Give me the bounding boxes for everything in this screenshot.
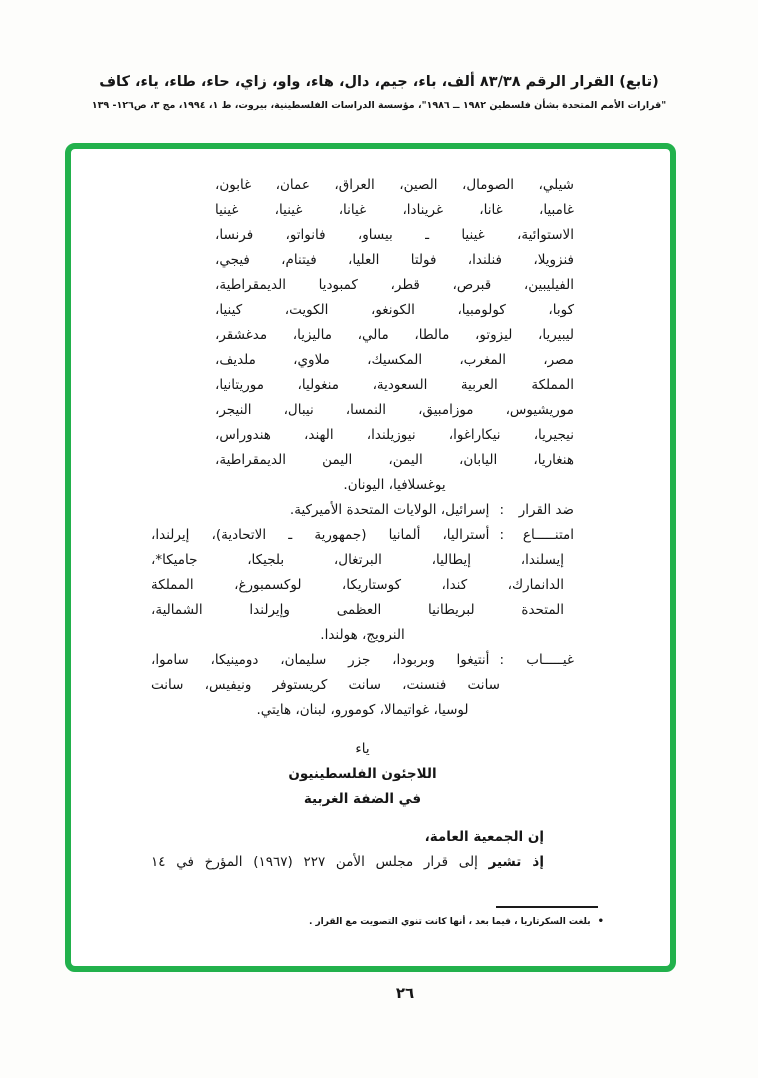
country-line: كوبا، كولومبيا، الكونغو، الكويت، كينيا،	[215, 302, 574, 318]
countries-list-continued	[215, 173, 574, 498]
page-header	[0, 72, 758, 112]
section-title: اللاجئون الفلسطينيون	[288, 766, 437, 782]
country-line: الاستوائية، غينيا ـ بيساو، فانواتو، فرنسا،	[215, 227, 574, 243]
vote-abstain-label: امتنـــــاع	[522, 527, 574, 543]
vote-absent-list: أنتيغوا وبربودا، جزر سليمان، دومينيكا، ساموا،	[151, 652, 490, 668]
vote-against-row	[151, 498, 574, 523]
vote-abstain-list: أستراليا، ألمانيا (جمهورية ـ الاتحادية)، إيرلندا،	[151, 527, 490, 543]
country-line: غامبيا، غانا، غرينادا، غيانا، غينيا، غينيا	[215, 202, 574, 218]
country-line: شيلي، الصومال، الصين، العراق، عمان، غابون،	[215, 177, 574, 193]
footnote-marker: •	[597, 916, 604, 927]
clause-lead: إذ تشير	[488, 854, 544, 870]
vote-abstain-row	[151, 523, 574, 548]
vote-absent-label: غيـــــاب	[526, 652, 574, 668]
page-number: ٢٦	[395, 984, 415, 1002]
country-line: ليبيريا، ليزوتو، مالطا، مالي، ماليزيا، مدغشقر،	[215, 327, 574, 343]
source-citation: "قرارات الأمم المتحدة بشأن فلسطين ١٩٨٢ ــ ١٩٨٦"، مؤسسة الدراسات الفلسطينية، بيروت، ط ١، ١٩٩٤، مج ٣، ص١٢٦- ١٣٩	[91, 100, 667, 111]
vote-against-label: ضد القرار	[518, 502, 574, 518]
highlight-box	[65, 143, 676, 972]
resolution-title: (تابع) القرار الرقم ٨٣/٣٨ ألف، باء، جيم، دال، هاء، واو، زاي، حاء، طاء، ياء، كاف	[99, 74, 659, 90]
vote-against-colon: :	[499, 502, 504, 518]
vote-abstain-list-last: النرويج، هولندا.	[320, 627, 405, 643]
section-subtitle: في الضفة الغربية	[303, 791, 422, 807]
country-line: فنزويلا، فنلندا، فولتا العليا، فيتنام، فيجي،	[215, 252, 574, 268]
country-line: نيجيريا، نيكاراغوا، نيوزيلندا، الهند، هندوراس،	[215, 427, 574, 443]
footnote	[151, 906, 604, 928]
vote-abstain-list: إيسلندا، إيطاليا، البرتغال، بلجيكا، جاميكا*،	[151, 552, 564, 568]
country-line: المملكة العربية السعودية، منغوليا، موريتانيا،	[215, 377, 574, 393]
country-line: موريشيوس، موزامبيق، النمسا، نيبال، النيجر،	[215, 402, 574, 418]
country-line: مصر، المغرب، المكسيك، ملاوي، ملديف،	[215, 352, 574, 368]
vote-abstain-colon: :	[499, 527, 504, 543]
clause-rest: إلى قرار مجلس الأمن ٢٢٧ (١٩٦٧) المؤرخ في ١٤	[151, 854, 478, 870]
footnote-text: بلغت السكرتاريا ، فيما بعد ، أنها كانت تنوي التصويت مع القرار .	[308, 917, 591, 927]
vote-against-list: إسرائيل، الولايات المتحدة الأميركية.	[289, 502, 490, 518]
country-line: الفيليبين، قبرص، قطر، كمبوديا الديمقراطية،	[215, 277, 574, 293]
vote-absent-list: سانت فنسنت، سانت كريستوفر ونيفيس، سانت	[151, 677, 500, 693]
vote-absent-colon: :	[499, 652, 504, 668]
vote-abstain-list: المتحدة لبريطانيا العظمى وإيرلندا الشمالية،	[151, 602, 564, 618]
vote-absent-list-last: لوسيا، غواتيمالا، كومورو، لبنان، هايتي.	[256, 702, 469, 718]
vote-absent-row	[151, 648, 574, 673]
vote-abstain-list: الدانمارك، كندا، كوستاريكا، لوكسمبورغ، المملكة	[151, 577, 564, 593]
footnote-divider	[496, 906, 598, 908]
section-letter: ياء	[355, 741, 370, 757]
document-body	[71, 149, 670, 875]
country-line: هنغاريا، اليابان، اليمن، اليمن الديمقراطية،	[215, 452, 574, 468]
preamble-general-assembly: إن الجمعية العامة،	[424, 829, 544, 845]
country-line-last: يوغسلافيا، اليونان.	[343, 477, 446, 493]
recalling-clause	[151, 850, 544, 875]
